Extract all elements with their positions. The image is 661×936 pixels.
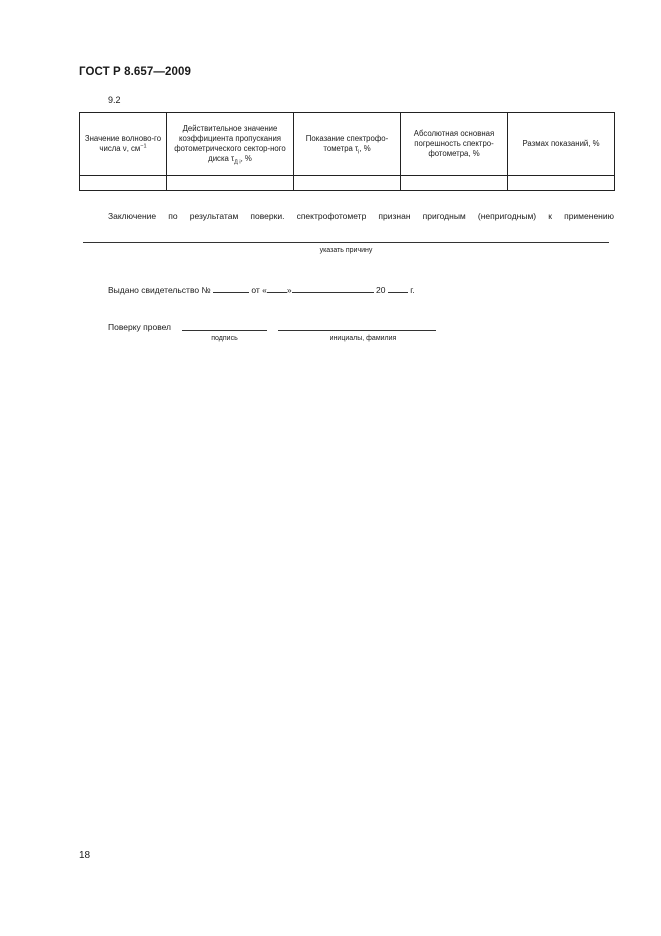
certificate-month-field[interactable]: [292, 284, 374, 293]
certificate-prefix: Выдано свидетельство №: [108, 285, 211, 295]
table-cell[interactable]: [294, 176, 401, 191]
conclusion-text: Заключение по результатам поверки. спектрофотометр признан пригодным (непригодным) к применению: [108, 211, 614, 221]
column-header-wavenumber: Значение волново-го числа ν, $см^{-1}$: [80, 113, 167, 176]
verified-by-label: Поверку провел: [108, 322, 172, 332]
table-cell[interactable]: [80, 176, 167, 191]
column-header-reading-range: Размах показаний, %: [508, 113, 615, 176]
certificate-line: [108, 284, 415, 295]
table-cell[interactable]: [167, 176, 294, 191]
table-cell[interactable]: [508, 176, 615, 191]
signature-input-line[interactable]: [182, 330, 267, 331]
table-header-row: [80, 113, 615, 176]
results-table: [79, 112, 615, 191]
certificate-from-label: от «: [251, 285, 267, 295]
certificate-quote-close: »: [286, 285, 292, 295]
column-header-absolute-error: Абсолютная основная погрешность спектро-фотометра, %: [401, 113, 508, 176]
table-cell[interactable]: [401, 176, 508, 191]
section-number: 9.2: [108, 95, 121, 105]
table-row: [80, 176, 615, 191]
name-input-line[interactable]: [278, 330, 436, 331]
signature-caption: подпись: [211, 335, 238, 342]
column-header-spectrophotometer-reading: Показание спектрофо-тометра $\tau_i$, %: [294, 113, 401, 176]
document-header: ГОСТ Р 8.657—2009: [79, 66, 191, 78]
certificate-year-suffix: г.: [410, 285, 415, 295]
name-caption: инициалы, фамилия: [329, 335, 397, 342]
column-header-disk-transmittance: Действительное значение коэффициента пропускания фотометрического сектор-ного диска $\tau_{Д i}$, %: [167, 113, 294, 176]
certificate-day-field[interactable]: [267, 284, 287, 293]
certificate-year-field[interactable]: [388, 284, 408, 293]
certificate-year-prefix: 20: [375, 285, 386, 295]
certificate-number-field[interactable]: [213, 284, 249, 293]
reason-caption: указать причину: [319, 247, 373, 254]
reason-input-line[interactable]: [83, 242, 609, 243]
page-number: 18: [79, 850, 91, 861]
